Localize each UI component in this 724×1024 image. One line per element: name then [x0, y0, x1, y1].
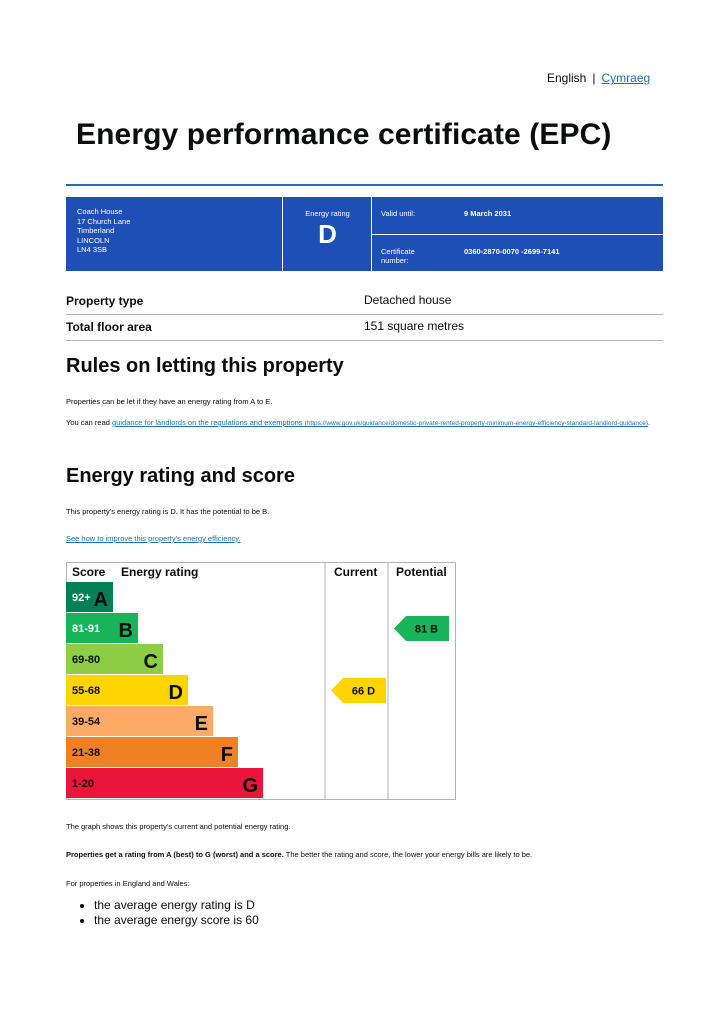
page-title: Energy performance certificate (EPC) — [76, 118, 612, 151]
band-letter-label: F — [220, 744, 233, 766]
england-wales-note: For properties in England and Wales: — [66, 879, 190, 888]
potential-rating-marker-label: 81 B — [414, 623, 439, 636]
band-letter-label: C — [143, 651, 158, 673]
landlord-guidance-link-text: guidance for landlords on the regulations and exemptions — [112, 418, 303, 427]
averages-list — [76, 898, 259, 928]
address-line: Timberland — [77, 226, 115, 235]
letting-para-2-prefix: You can read — [66, 418, 113, 427]
letting-heading: Rules on letting this property — [66, 355, 344, 377]
current-header: Current — [334, 565, 378, 579]
letting-para-2-suffix: . — [648, 418, 651, 427]
rating-para: This property's energy rating is D. It has the potential to be B. — [66, 507, 270, 516]
rating-explanation-bold: Properties get a rating from A (best) to G (worst) and a score. — [66, 850, 284, 859]
band-letter-label: B — [118, 620, 133, 642]
floor-area-label: Total floor area — [66, 320, 152, 334]
band-letter-label: A — [93, 589, 108, 611]
energy-rating-letter: D — [318, 219, 337, 249]
list-item: • the average energy score is 60 — [94, 913, 259, 928]
address-line: LINCOLN — [77, 235, 110, 245]
rating-explanation — [66, 850, 532, 859]
lang-english: English — [547, 71, 587, 85]
language-switcher — [547, 71, 650, 85]
improve-efficiency-link[interactable]: See how to improve this property's energy efficiency. — [66, 534, 241, 543]
band-score-label: 69-80 — [72, 654, 101, 666]
title-divider — [66, 184, 663, 186]
property-address — [77, 207, 130, 255]
energy-rating-chart — [66, 562, 456, 802]
letting-para-1: Properties can be let if they have an energy rating from A to E. — [66, 397, 273, 406]
lang-separator: | — [592, 71, 596, 85]
landlord-guidance-url: (https://www.gov.uk/guidance/domestic-private-rented-property-minimum-energy-efficiency-standard-landlord-guidance) — [304, 420, 648, 427]
landlord-guidance-link[interactable] — [112, 418, 651, 427]
floor-area-value: 151 square metres — [364, 319, 465, 333]
band-score-label: 81-91 — [72, 623, 101, 635]
certificate-number-label: Certificate number: — [381, 247, 415, 265]
band-letter-label: D — [168, 682, 183, 704]
rating-heading: Energy rating and score — [66, 465, 295, 487]
letting-para-2 — [66, 418, 658, 429]
list-item: • the average energy rating is D — [94, 898, 259, 913]
band-letter-label: E — [194, 713, 208, 735]
valid-until-value: 9 March 2031 — [464, 209, 512, 218]
epc-summary-banner — [66, 197, 663, 271]
address-line: 17 Church Lane — [77, 216, 131, 226]
current-rating-marker-label: 66 D — [351, 685, 376, 698]
property-type-row — [66, 288, 663, 315]
property-type-value: Detached house — [364, 293, 452, 307]
band-score-label: 92+ — [72, 592, 91, 604]
band-score-label: 55-68 — [72, 685, 101, 697]
band-letter-label: G — [242, 775, 258, 797]
improve-link-wrap — [66, 534, 241, 543]
address-line: LN4 3SB — [77, 245, 108, 254]
certificate-number-value: 0360-2870-0070 -2699-7141 — [464, 247, 560, 256]
rating-explanation-rest: The better the rating and score, the lower your energy bills are likely to be. — [283, 850, 533, 859]
valid-until-label: Valid until: — [381, 209, 416, 218]
floor-area-row — [66, 314, 663, 341]
energy-rating-label: Energy rating — [305, 209, 350, 218]
banner-divider — [282, 197, 283, 271]
address-line: Coach House — [77, 207, 123, 216]
property-type-label: Property type — [66, 294, 144, 308]
band-score-label: 21-38 — [72, 747, 101, 759]
rating-band-g — [66, 768, 263, 798]
band-score-label: 39-54 — [72, 716, 101, 728]
lang-welsh-link[interactable]: Cymraeg — [601, 71, 651, 85]
potential-header: Potential — [396, 565, 447, 579]
banner-divider — [371, 234, 663, 235]
chart-caption: The graph shows this property's current and potential energy rating. — [66, 822, 291, 831]
band-score-label: 1-20 — [72, 778, 95, 790]
score-header: Score — [72, 565, 106, 579]
energy-rating-header: Energy rating — [121, 565, 199, 579]
